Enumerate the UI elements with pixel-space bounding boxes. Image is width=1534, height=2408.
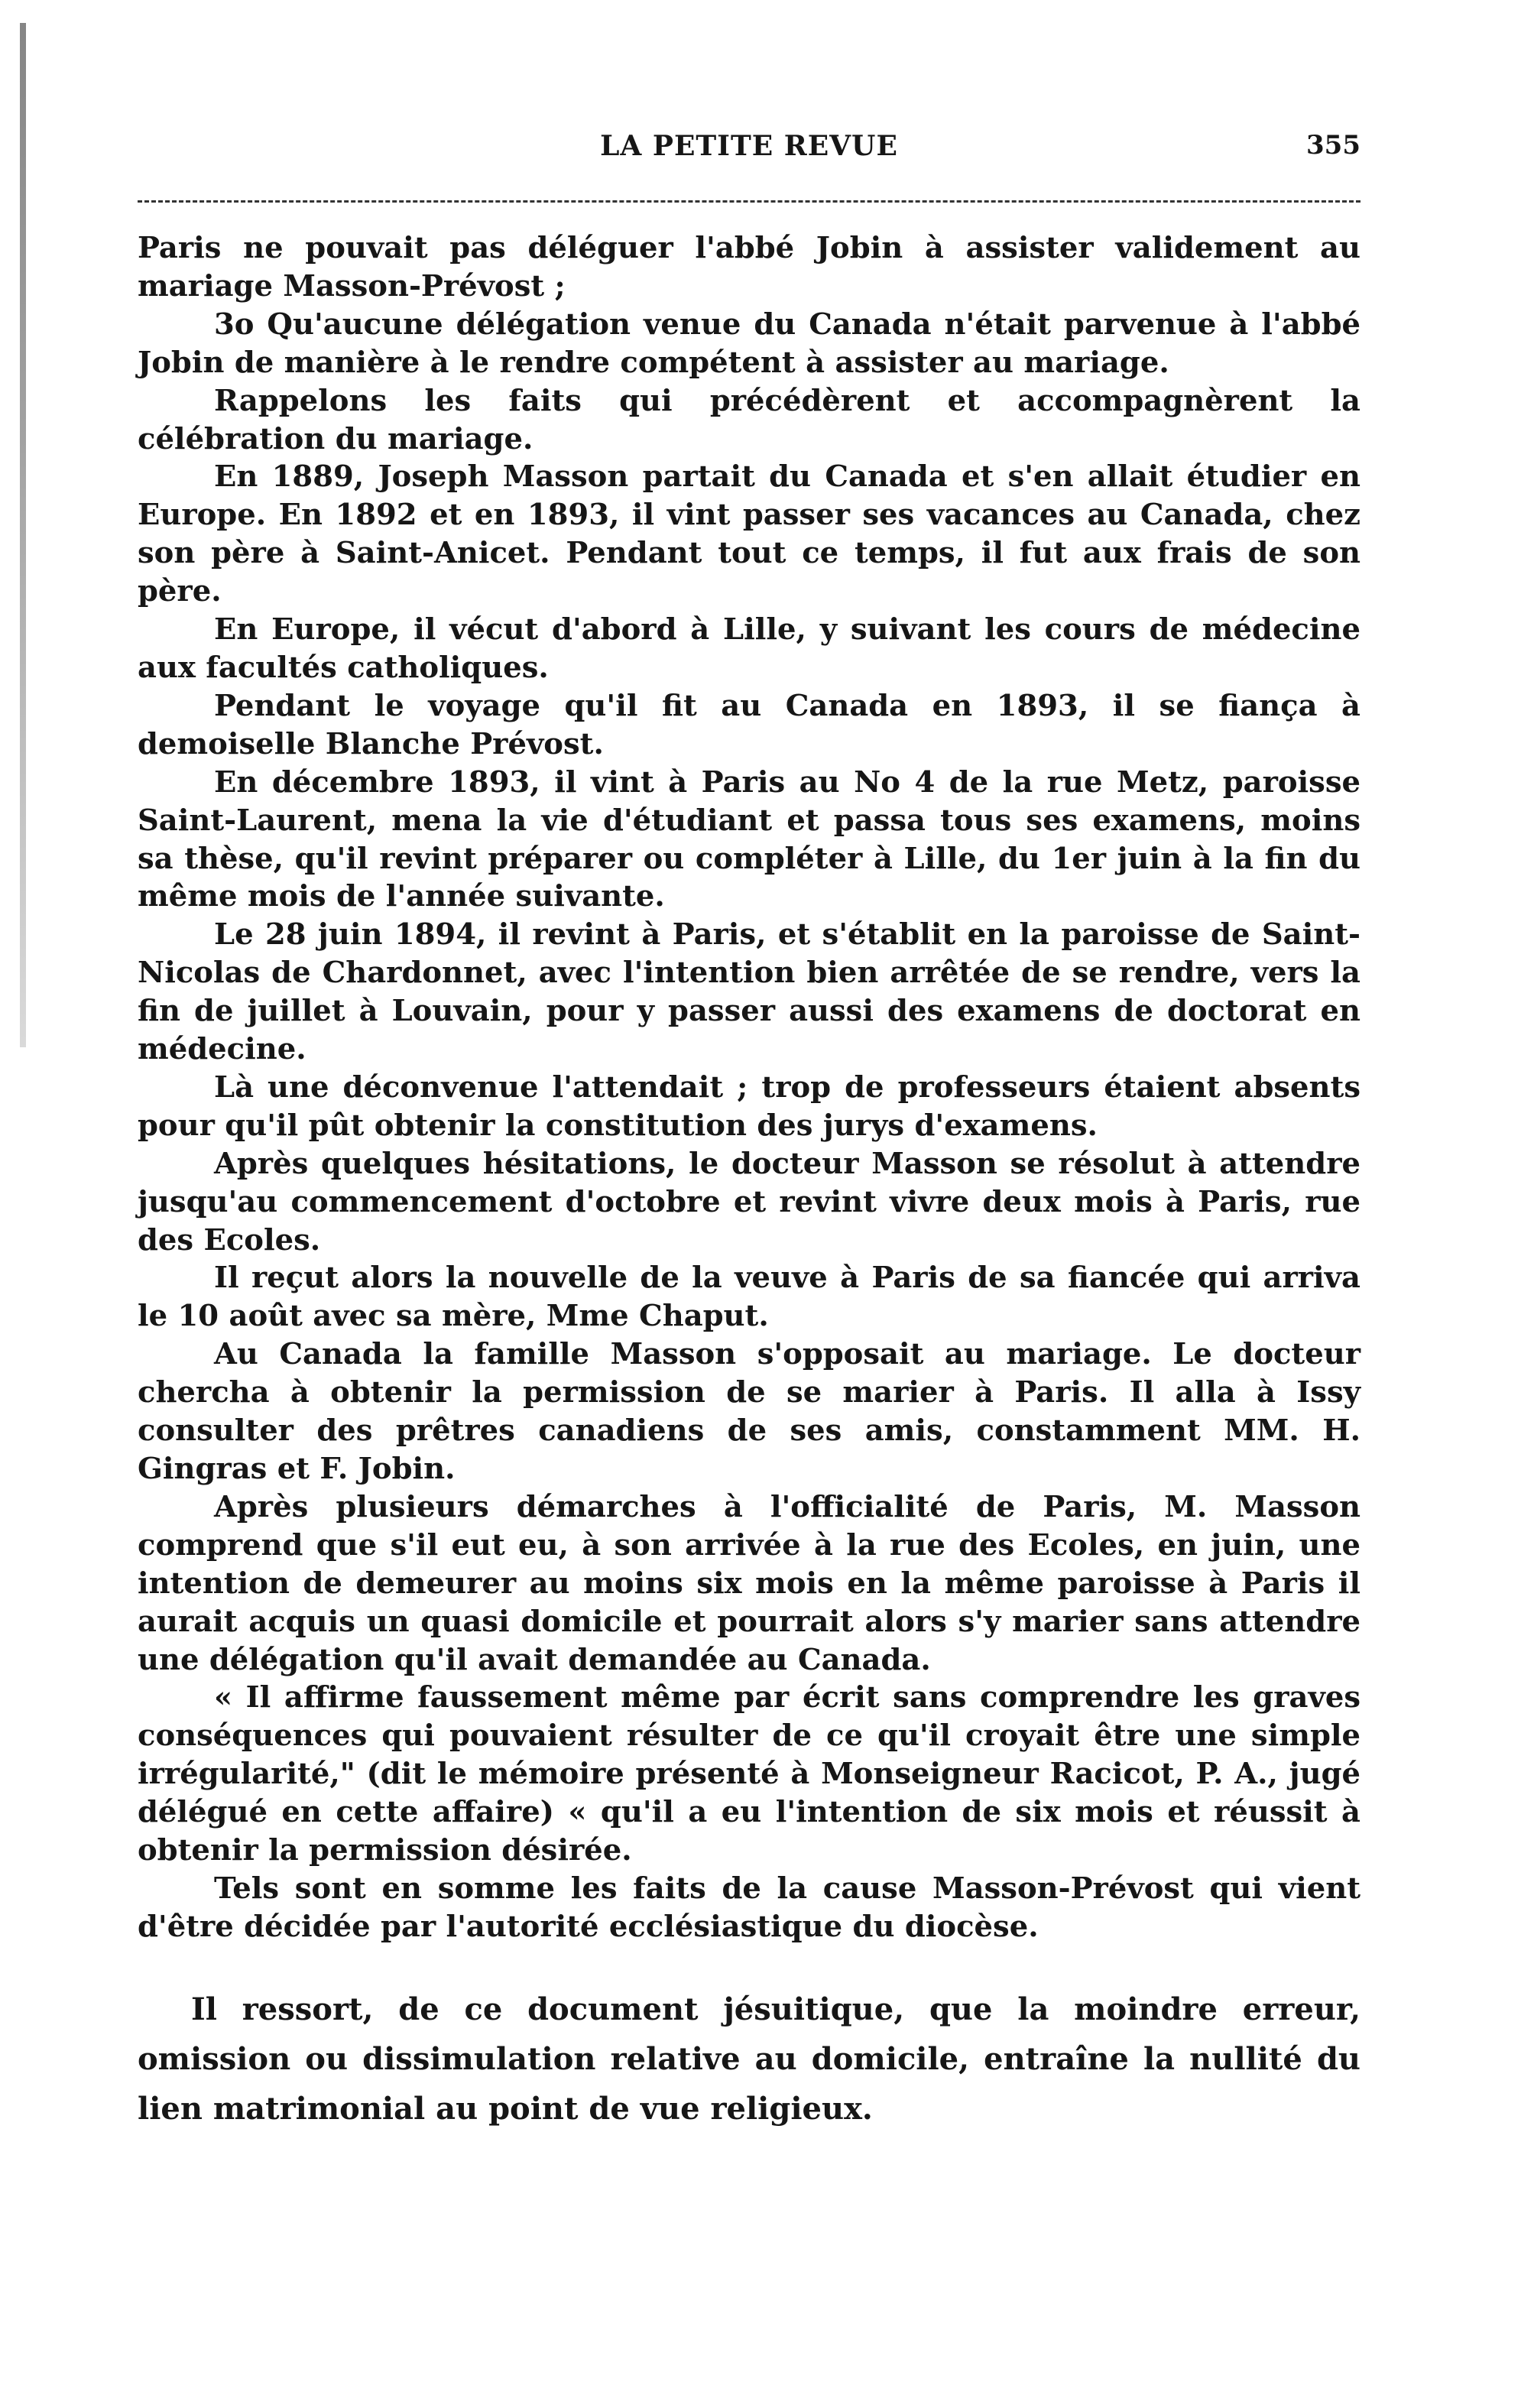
paragraph-2: 3o Qu'aucune délégation venue du Canada n'était parvenue à l'abbé Jobin de manière à le rendre compétent à assister au mariage.	[138, 307, 1360, 380]
paragraph-10: Après quelques hésitations, le docteur Masson se résolut à attendre jusqu'au commencement d'octobre et revint vivre deux mois à Paris, rue des Ecoles.	[138, 1146, 1360, 1258]
page-number: 355	[1306, 130, 1360, 161]
header-rule	[138, 200, 1360, 203]
paragraph-7: En décembre 1893, il vint à Paris au No 4 de la rue Metz, paroisse Saint-Laurent, mena la vie d'étudiant et passa tous ses examens, moins sa thèse, qu'il revint préparer ou compléter à Lille, du 1er juin à la fin du même mois de l'année suivante.	[138, 764, 1360, 914]
article-body	[138, 229, 1360, 1946]
paragraph-1: Paris ne pouvait pas déléguer l'abbé Jobin à assister validement au mariage Masson-Prévost ;	[138, 231, 1360, 303]
page-header	[138, 130, 1360, 176]
closing-remark: Il ressort, de ce document jésuitique, que la moindre erreur, omission ou dissimulation relative au domicile, entraîne la nullité du lien matrimonial au point de vue religieux.	[138, 1991, 1360, 2127]
paragraph-11: Il reçut alors la nouvelle de la veuve à Paris de sa fiancée qui arriva le 10 août avec sa mère, Mme Chaput.	[138, 1261, 1360, 1334]
paragraph-5: En Europe, il vécut d'abord à Lille, y suivant les cours de médecine aux facultés catholiques.	[138, 612, 1360, 685]
page-binding-edge	[20, 23, 26, 1047]
paragraph-9: Là une déconvenue l'attendait ; trop de professeurs étaient absents pour qu'il pût obtenir la constitution des jurys d'examens.	[138, 1069, 1360, 1143]
paragraph-8: Le 28 juin 1894, il revint à Paris, et s'établit en la paroisse de Saint-Nicolas de Chardonnet, avec l'intention bien arrêtée de se rendre, vers la fin de juillet à Louvain, pour y passer aussi des examens de doctorat en médecine.	[138, 917, 1360, 1067]
paragraph-13: Après plusieurs démarches à l'officialité de Paris, M. Masson comprend que s'il eut eu, à son arrivée à la rue des Ecoles, en juin, une intention de demeurer au moins six mois en la même paroisse à Paris il aurait acquis un quasi domicile et pourrait alors s'y marier sans attendre une délégation qu'il avait demandée au Canada.	[138, 1489, 1360, 1677]
paragraph-14: « Il affirme faussement même par écrit sans comprendre les graves conséquences qui pouvaient résulter de ce qu'il croyait être une simple irrégularité," (dit le mémoire présenté à Monseigneur Racicot, P. A., jugé délégué en cette affaire) « qu'il a eu l'intention de six mois et réussit à obtenir la permission désirée.	[138, 1680, 1360, 1868]
paragraph-12: Au Canada la famille Masson s'opposait au mariage. Le docteur chercha à obtenir la permission de se marier à Paris. Il alla à Issy consulter des prêtres canadiens de ses amis, constamment MM. H. Gingras et F. Jobin.	[138, 1337, 1360, 1486]
paragraph-3: Rappelons les faits qui précédèrent et accompagnèrent la célébration du mariage.	[138, 383, 1360, 456]
paragraph-4: En 1889, Joseph Masson partait du Canada et s'en allait étudier en Europe. En 1892 et en 1893, il vint passer ses vacances au Canada, chez son père à Saint-Anicet. Pendant tout ce temps, il fut aux frais de son père.	[138, 459, 1360, 609]
paragraph-6: Pendant le voyage qu'il fit au Canada en 1893, il se fiança à demoiselle Blanche Prévost.	[138, 688, 1360, 761]
running-title: LA PETITE REVUE	[600, 130, 898, 162]
paragraph-15: Tels sont en somme les faits de la cause Masson-Prévost qui vient d'être décidée par l'autorité ecclésiastique du diocèse.	[138, 1871, 1360, 1944]
